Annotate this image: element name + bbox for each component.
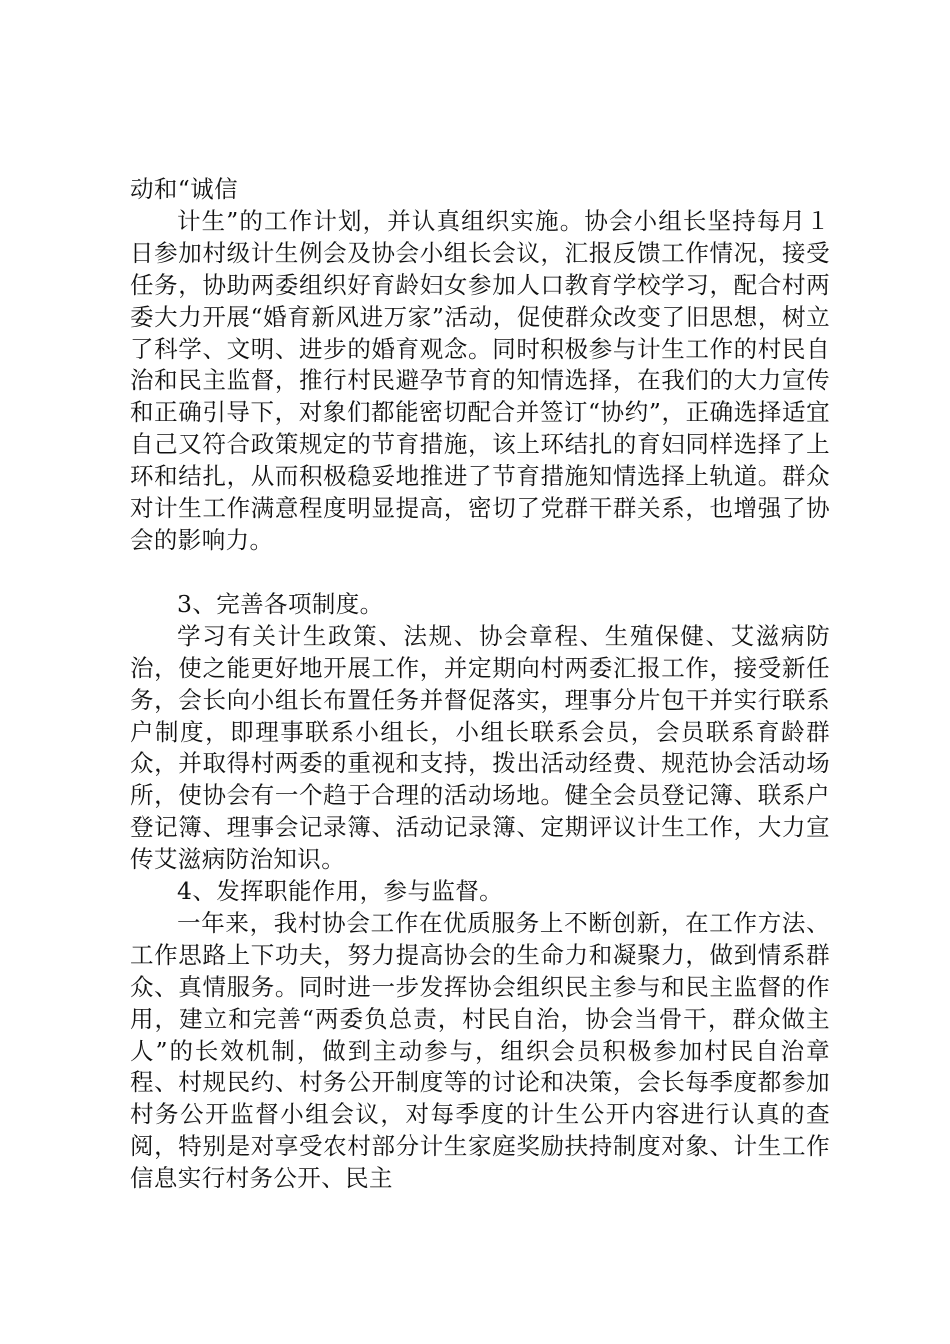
paragraph-family-planning-plan: 计生”的工作计划，并认真组织实施。协会小组长坚持每月１日参加村级计生例会及协会小组长会议，汇报反馈工作情况，接受任务，协助两委组织好育龄妇女参加人口教育学校学习，配合村两委大力开展“婚育新风进万家”活动，促使群众改变了旧思想，树立了科学、文明、进步的婚育观念。同时积极参与计生工作的村民自治和民主监督，推行村民避孕节育的知情选择，在我们的大力宣传和正确引导下，对象们都能密切配合并签订“协约”，正确选择适宜自己又符合政策规定的节育措施，该上环结扎的育妇同样选择了上环和结扎，从而积极稳妥地推进了节育措施知情选择上轨道。群众对计生工作满意程度明显提高，密切了党群干群关系，也增强了协会的影响力。 [130,206,830,554]
paragraph-improve-systems: 学习有关计生政策、法规、协会章程、生殖保健、艾滋病防治，使之能更好地开展工作，并定期向村两委汇报工作，接受新任务，会长向小组长布置任务并督促落实，理事分片包干并实行联系户制度，即理事联系小组长，小组长联系会员，会员联系育龄群众，并取得村两委的重视和支持，拨出活动经费、规范协会活动场所，使协会有一个趋于合理的活动场地。健全会员登记簿、联系户登记簿、理事会记录簿、活动记录簿、定期评议计生工作，大力宣传艾滋病防治知识。 [130,621,830,874]
document-body [130,174,830,1195]
section-heading-4: 4、发挥职能作用，参与监督。 [177,877,504,906]
paragraph-spacer [130,557,830,589]
paragraph-supervision: 一年来，我村协会工作在优质服务上不断创新，在工作方法、工作思路上下功夫，努力提高协会的生命力和凝聚力，做到情系群众、真情服务。同时进一步发挥协会组织民主参与和民主监督的作用，建立和完善“两委负总责，村民自治，协会当骨干，群众做主人”的长效机制，做到主动参与，组织会员积极参加村民自治章程、村规民约、村务公开制度等的讨论和决策，会长每季度都参加村务公开监督小组会议，对每季度的计生公开内容进行认真的查阅，特别是对享受农村部分计生家庭奖励扶持制度对象、计生工作信息实行村务公开、民主 [130,908,830,1193]
section-heading-3: 3、完善各项制度。 [177,589,384,618]
opening-line: 动和“诚信 [130,175,239,203]
